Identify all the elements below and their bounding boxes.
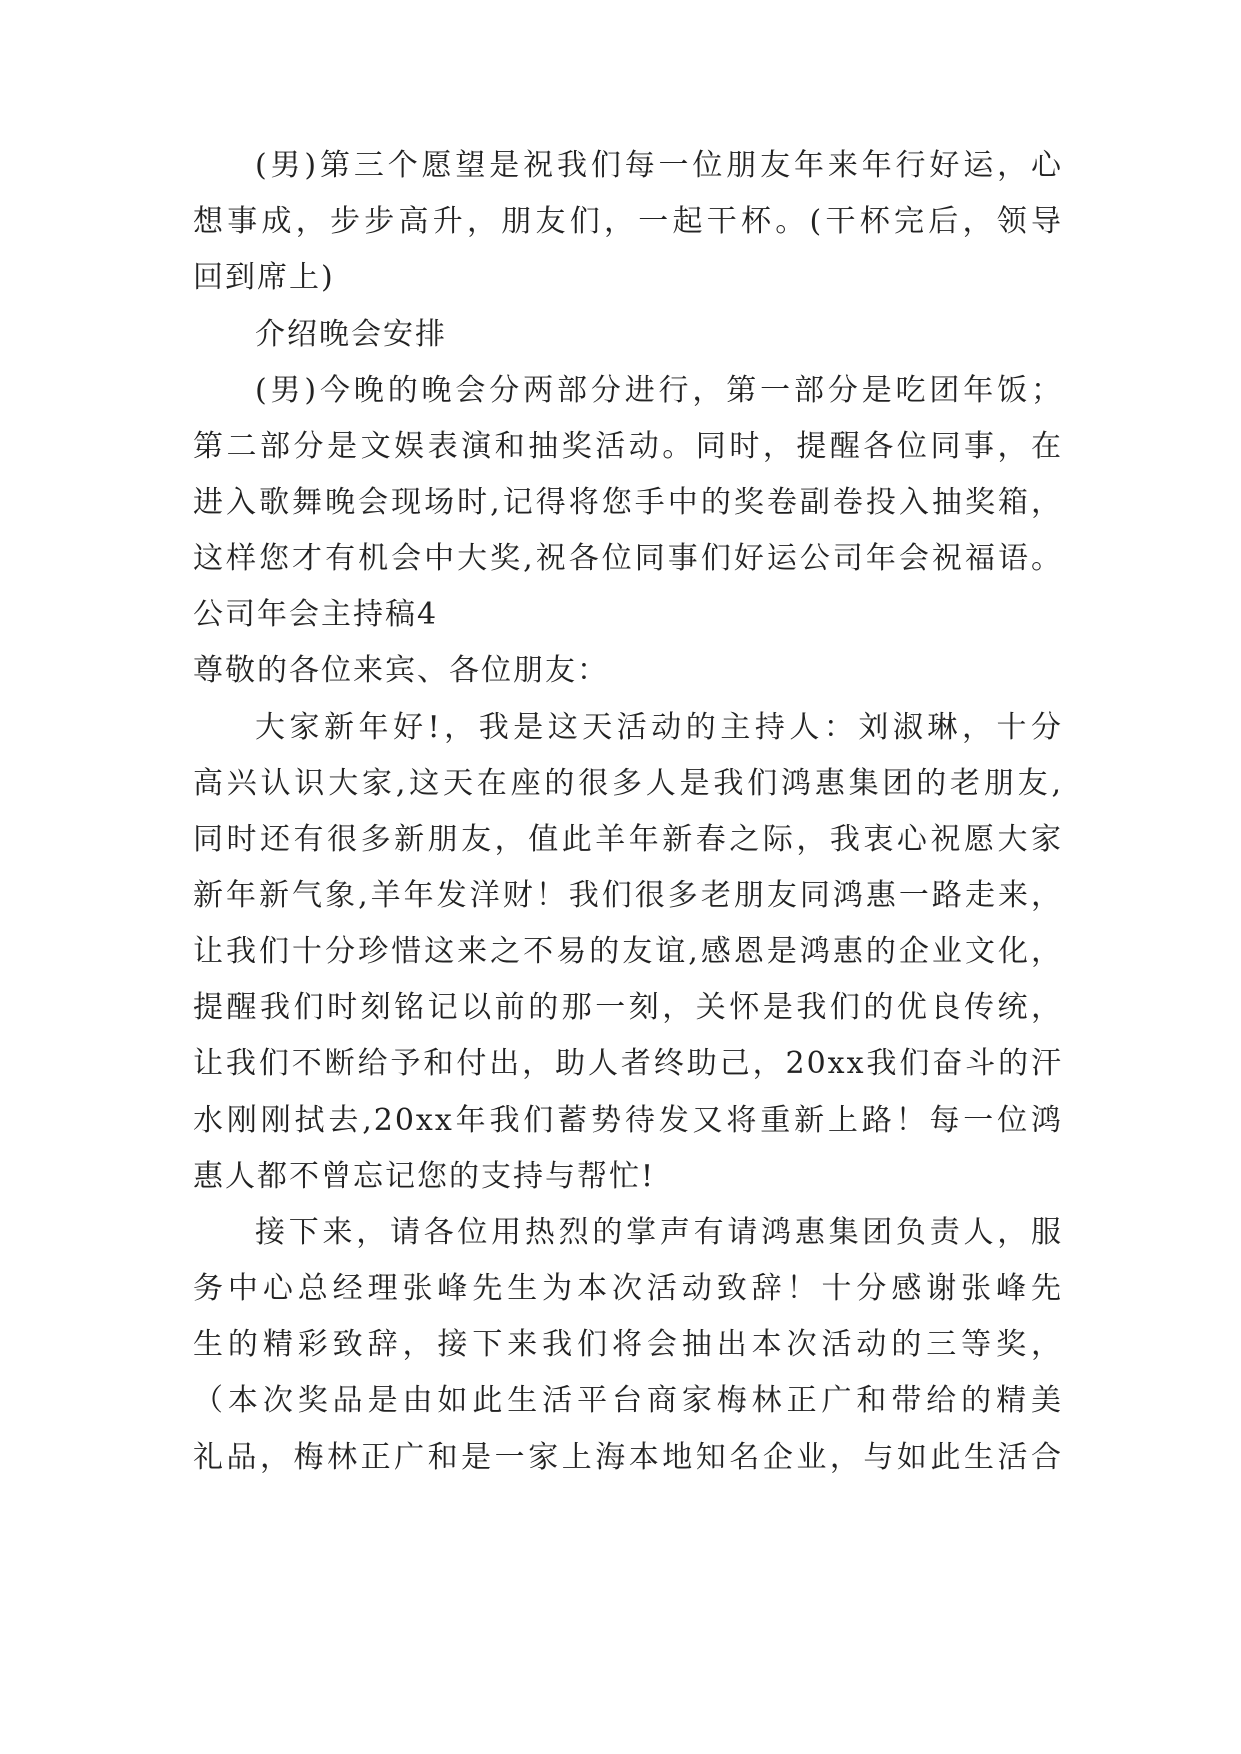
- salutation: 尊敬的各位来宾、各位朋友：: [193, 653, 609, 688]
- text-line: 提醒我们时刻铭记以前的那一刻，关怀是我们的优良传统，: [193, 990, 1063, 1025]
- section-heading: 介绍晚会安排: [255, 317, 447, 352]
- text-line: 让我们不断给予和付出，助人者终助己，20xx我们奋斗的汗: [193, 1046, 1063, 1081]
- text-line: 同时还有很多新朋友，值此羊年新春之际，我衷心祝愿大家: [193, 822, 1063, 857]
- text-line: 进入歌舞晚会现场时,记得将您手中的奖卷副卷投入抽奖箱，: [193, 485, 1063, 520]
- text-line: 这样您才有机会中大奖,祝各位同事们好运公司年会祝福语。: [193, 541, 1063, 576]
- text-line: 礼品，梅林正广和是一家上海本地知名企业，与如此生活合: [193, 1440, 1063, 1475]
- text-line: 务中心总经理张峰先生为本次活动致辞！十分感谢张峰先: [193, 1271, 1063, 1306]
- text-line: （本次奖品是由如此生活平台商家梅林正广和带给的精美: [193, 1383, 1063, 1418]
- text-line: 生的精彩致辞，接下来我们将会抽出本次活动的三等奖，: [193, 1327, 1063, 1362]
- text-line: 第二部分是文娱表演和抽奖活动。同时，提醒各位同事，在: [193, 429, 1063, 464]
- text-line: 新年新气象,羊年发洋财！我们很多老朋友同鸿惠一路走来，: [193, 878, 1063, 913]
- text-line: 回到席上): [193, 260, 335, 295]
- text-line: (男)第三个愿望是祝我们每一位朋友年来年行好运，心: [255, 148, 1063, 183]
- section-title: 公司年会主持稿4: [193, 597, 439, 632]
- text-line: 水刚刚拭去,20xx年我们蓄势待发又将重新上路！每一位鸿: [193, 1103, 1063, 1138]
- text-line: 想事成，步步高升，朋友们，一起干杯。(干杯完后，领导: [193, 204, 1063, 239]
- text-line: 高兴认识大家,这天在座的很多人是我们鸿惠集团的老朋友,: [193, 766, 1063, 801]
- text-line: 让我们十分珍惜这来之不易的友谊,感恩是鸿惠的企业文化，: [193, 934, 1063, 969]
- text-line: 接下来，请各位用热烈的掌声有请鸿惠集团负责人，服: [255, 1215, 1063, 1250]
- text-line: 惠人都不曾忘记您的支持与帮忙!: [193, 1159, 656, 1194]
- text-line: (男)今晚的晚会分两部分进行，第一部分是吃团年饭；: [255, 373, 1063, 408]
- text-line: 大家新年好!，我是这天活动的主持人：刘淑琳，十分: [255, 710, 1063, 745]
